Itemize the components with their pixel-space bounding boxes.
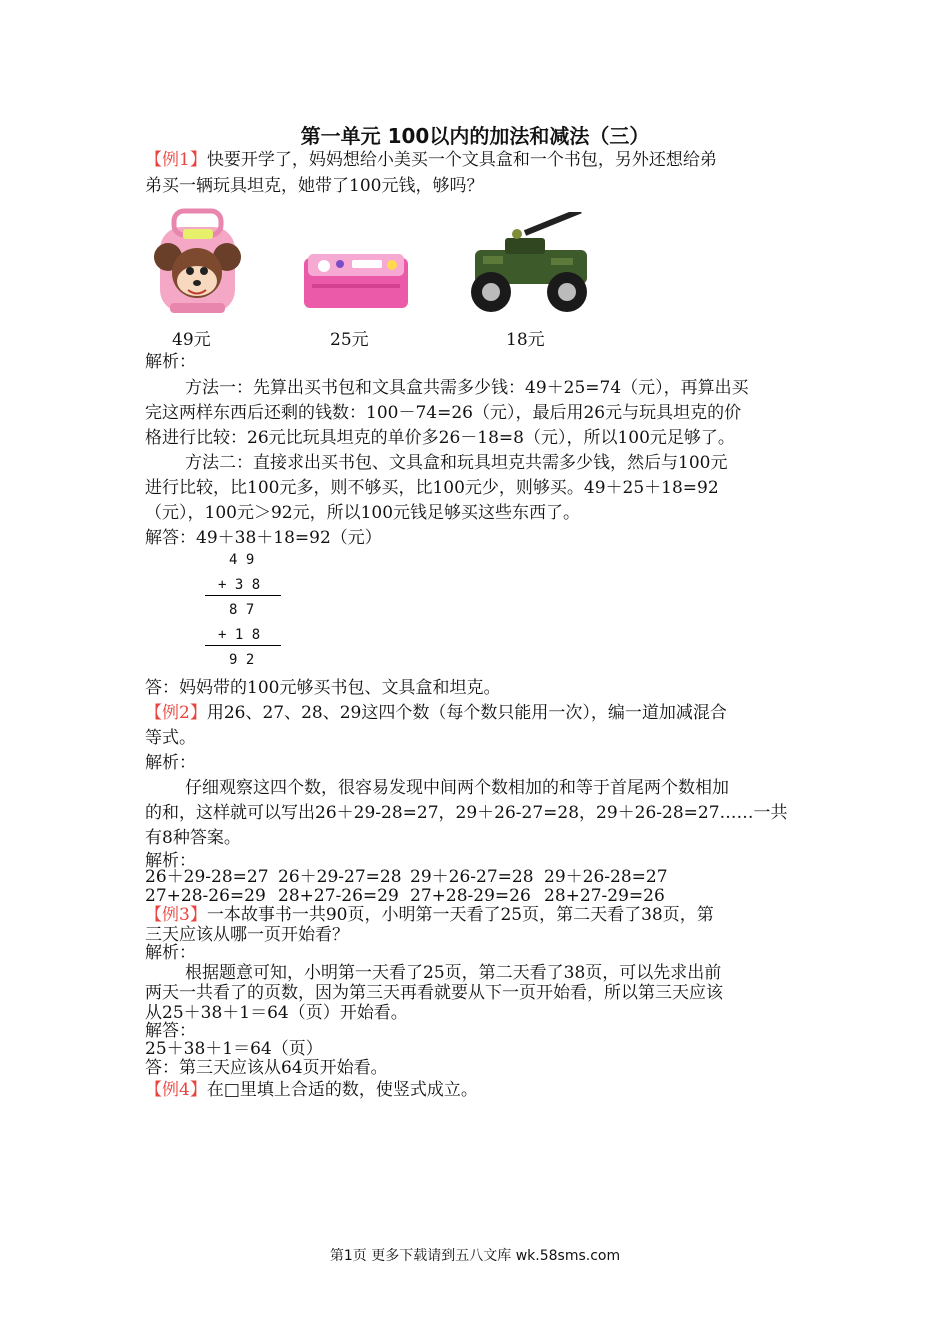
example-3-calculation: 25＋38＋1＝64（页） <box>145 1039 323 1059</box>
backpack-image <box>150 205 245 315</box>
vertical-rule-2 <box>205 645 281 646</box>
example-3-answer-label: 解答： <box>145 1021 196 1041</box>
equation-row1-2: 26＋29-27=28 <box>278 867 402 887</box>
equation-row2-2: 28+27-26=29 <box>278 886 399 906</box>
method-2-line-2: 进行比较，比100元多，则不够买，比100元少，则够买。49＋25＋18=92 <box>145 478 719 498</box>
example-1-final-answer: 答：妈妈带的100元够买书包、文具盒和坦克。 <box>145 678 501 698</box>
vertical-addend-2: + 3 8 <box>218 577 261 593</box>
vertical-rule-1 <box>205 595 281 596</box>
example-4-question-line-1: 【例4】在□里填上合适的数，使竖式成立。 <box>145 1080 478 1100</box>
example-3-analysis-line-1: 根据题意可知，小明第一天看了25页，第二天看了38页，可以先求出前 <box>185 963 722 983</box>
example-2-analysis-line-1: 仔细观察这四个数，很容易发现中间两个数相加的和等于首尾两个数相加 <box>185 778 729 798</box>
method-2-line-1: 方法二：直接求出买书包、文具盒和玩具坦克共需多少钱，然后与100元 <box>185 453 728 473</box>
example-3-tag: 【例3】 <box>145 905 207 925</box>
pencil-case-price: 25元 <box>330 330 369 350</box>
example-2-analysis-label: 解析： <box>145 753 196 773</box>
equation-row2-1: 27+28-26=29 <box>145 886 266 906</box>
equation-row1-4: 29＋26-28=27 <box>544 867 668 887</box>
page-footer: 第1页 更多下载请到五八文库 wk.58sms.com <box>329 1248 621 1264</box>
example-1-question-line-2: 弟买一辆玩具坦克，她带了100元钱，够吗？ <box>145 176 484 196</box>
backpack-price: 49元 <box>172 330 211 350</box>
vertical-total: 9 2 <box>229 652 255 668</box>
method-1-line-2: 完这两样东西后还剩的钱数：100－74=26（元），最后用26元与玩具坦克的价 <box>145 403 742 423</box>
pencil-case-image <box>302 250 410 312</box>
example-1-tag: 【例1】 <box>145 150 207 170</box>
example-2-analysis-label-2: 解析： <box>145 851 196 871</box>
vertical-addend-1: 4 9 <box>229 552 255 568</box>
example-2-tag: 【例2】 <box>145 703 207 723</box>
method-1-line-3: 格进行比较：26元比玩具坦克的单价多26－18=8（元），所以100元足够了。 <box>145 428 735 448</box>
example-3-final-answer: 答：第三天应该从64页开始看。 <box>145 1058 388 1078</box>
example-2-analysis-line-3: 有8种答案。 <box>145 828 241 848</box>
example-1-answer-line: 解答：49＋38＋18=92（元） <box>145 528 382 548</box>
equation-row1-1: 26＋29-28=27 <box>145 867 269 887</box>
page-title: 第一单元 100以内的加法和减法（三） <box>300 124 650 148</box>
example-3-analysis-line-2: 两天一共看了的页数，因为第三天再看就要从下一页开始看，所以第三天应该 <box>145 983 723 1003</box>
example-2-analysis-line-2: 的和，这样就可以写出26＋29-28=27，29＋26-27=28，29＋26-28=27……一共 <box>145 803 788 823</box>
example-2-question-line-2: 等式。 <box>145 728 196 748</box>
example-1-question-line-1: 【例1】快要开学了，妈妈想给小美买一个文具盒和一个书包，另外还想给弟 <box>145 150 717 170</box>
vertical-partial-sum: 8 7 <box>229 602 255 618</box>
example-3-analysis-line-3: 从25＋38＋1＝64（页）开始看。 <box>145 1003 408 1023</box>
equation-row2-3: 27+28-29=26 <box>410 886 531 906</box>
example-2-question-line-1: 【例2】用26、27、28、29这四个数（每个数只能用一次），编一道加减混合 <box>145 703 727 723</box>
toy-tank-image <box>455 212 600 317</box>
tank-price: 18元 <box>506 330 545 350</box>
example-1-analysis-label: 解析： <box>145 352 196 372</box>
example-3-question-line-2: 三天应该从哪一页开始看？ <box>145 925 349 945</box>
example-3-question-line-1: 【例3】一本故事书一共90页，小明第一天看了25页，第二天看了38页，第 <box>145 905 714 925</box>
example-4-tag: 【例4】 <box>145 1080 207 1100</box>
equation-row1-3: 29＋26-27=28 <box>410 867 534 887</box>
equation-row2-4: 28+27-29=26 <box>544 886 665 906</box>
method-2-line-3: （元），100元＞92元，所以100元钱足够买这些东西了。 <box>145 503 581 523</box>
example-3-analysis-label: 解析： <box>145 943 196 963</box>
method-1-line-1: 方法一：先算出买书包和文具盒共需多少钱：49＋25=74（元），再算出买 <box>185 378 749 398</box>
vertical-addend-3: + 1 8 <box>218 627 261 643</box>
